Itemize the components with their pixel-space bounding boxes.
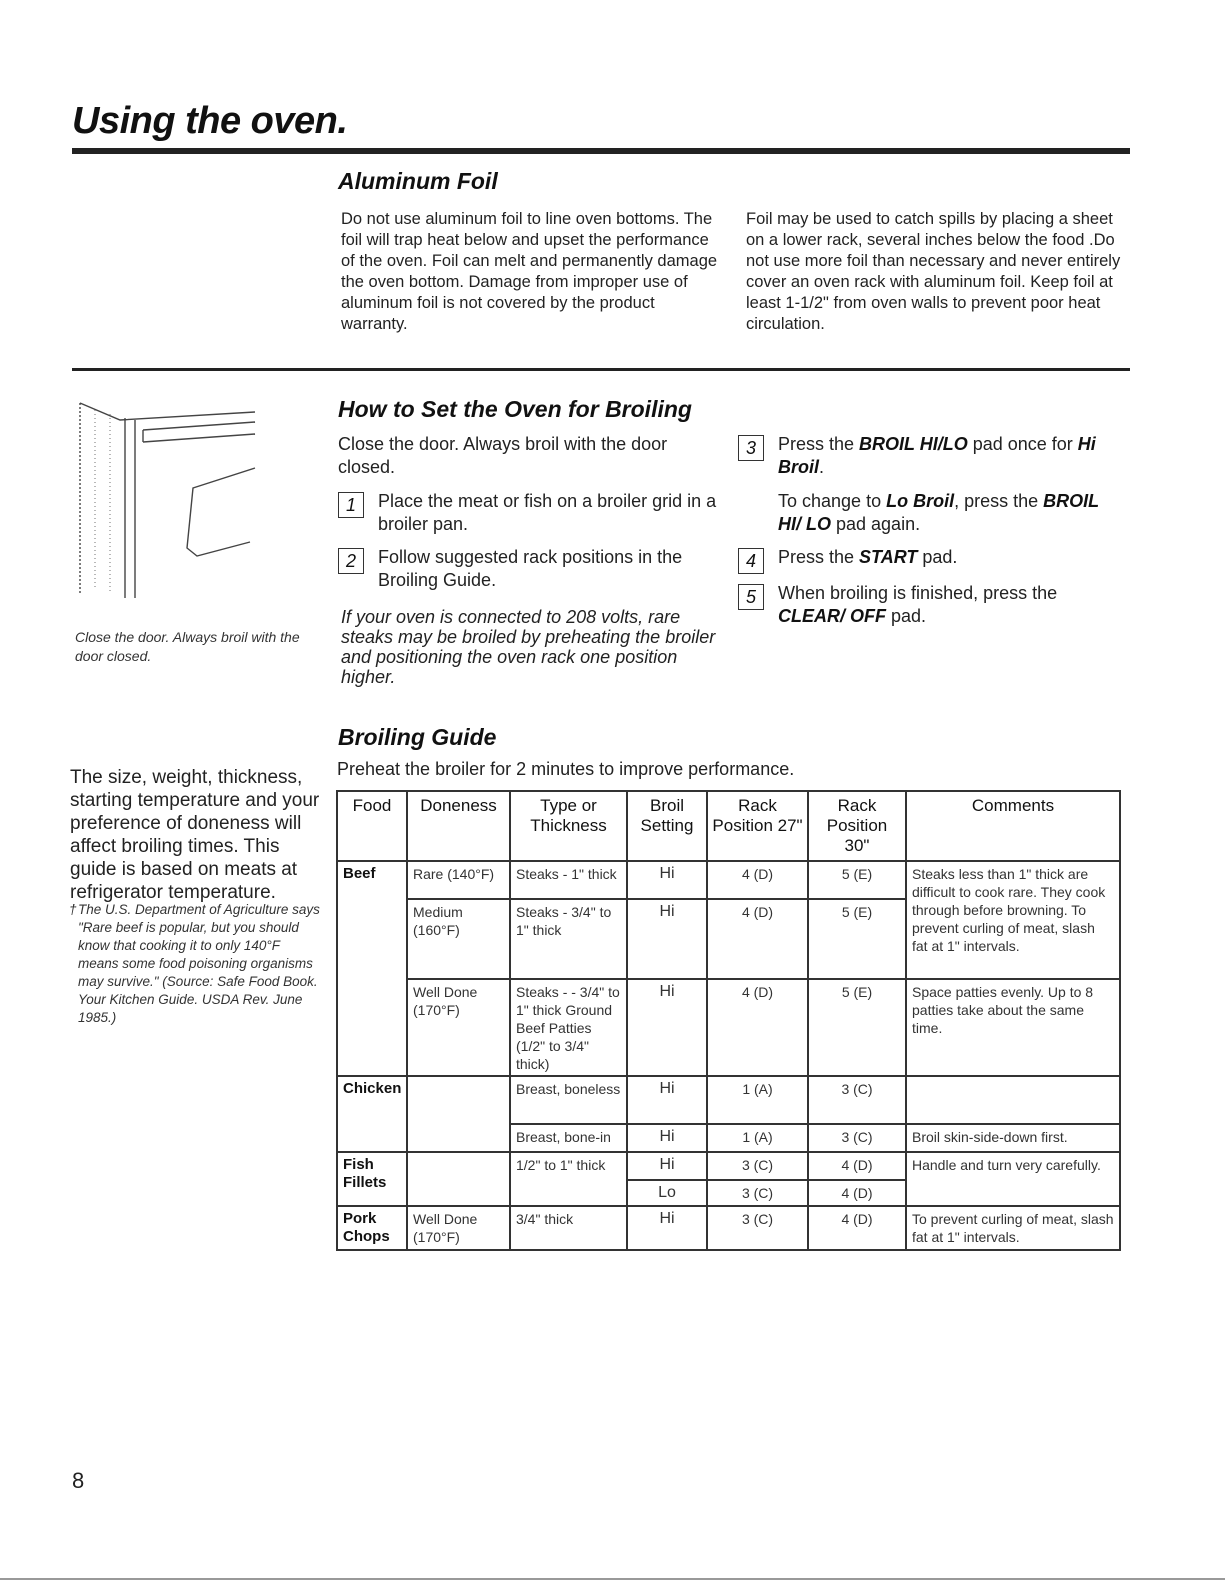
- type-cell: Breast, boneless: [510, 1076, 627, 1124]
- comment-cell: Broil skin-side-down first.: [906, 1124, 1120, 1152]
- type-cell: Steaks - - 3/4" to 1" thick Ground Beef Patties (1/2" to 3/4" thick): [510, 979, 627, 1076]
- rack30-cell: 5 (E): [808, 861, 906, 899]
- setting-cell: Lo: [627, 1180, 707, 1206]
- usda-footnote: † The U.S. Department of Agriculture says "Rare beef is popular, but you should know that cooking it to only 140°F means some food poisoning organisms may survive." (Source: Safe Food Book. Your Kitchen Guide. USDA Rev. June 1985.): [69, 902, 320, 1025]
- doneness-cell: Well Done (170°F): [407, 979, 510, 1076]
- doneness-cell: Medium (160°F): [407, 899, 510, 979]
- type-cell: 1/2" to 1" thick: [510, 1152, 627, 1206]
- rack27-cell: 1 (A): [707, 1124, 808, 1152]
- step-text: When broiling is finished, press the CLEAR/ OFF pad.: [778, 583, 1058, 626]
- column-header: Broil Setting: [627, 791, 707, 861]
- broil-step-1: [338, 490, 718, 536]
- rack30-cell: 5 (E): [808, 899, 906, 979]
- step-text: Press the BROIL HI/LO pad once for Hi Broil.: [778, 434, 1096, 477]
- setting-cell: Hi: [627, 1124, 707, 1152]
- rack30-cell: 3 (C): [808, 1124, 906, 1152]
- step-number: 3: [738, 435, 764, 461]
- comment-cell: Handle and turn very carefully.: [906, 1152, 1120, 1206]
- column-header: Comments: [906, 791, 1120, 861]
- rack30-cell: 4 (D): [808, 1206, 906, 1250]
- doneness-cell: [407, 1076, 510, 1152]
- doneness-cell: Well Done (170°F): [407, 1206, 510, 1250]
- column-header: Food: [337, 791, 407, 861]
- rack27-cell: 4 (D): [707, 979, 808, 1076]
- rack27-cell: 3 (C): [707, 1152, 808, 1180]
- rack27-cell: 4 (D): [707, 899, 808, 979]
- title-rule: [72, 148, 1130, 154]
- aluminum-foil-text-left: Do not use aluminum foil to line oven bottoms. The foil will trap heat below and upset the performance of the oven. Foil can melt and permanently damage the oven bottom. Damage from improper use of aluminum foil is not covered by the product warranty.: [341, 210, 718, 333]
- step-number: 1: [338, 492, 364, 518]
- setting-cell: Hi: [627, 861, 707, 899]
- rack30-cell: 5 (E): [808, 979, 906, 1076]
- step-number: 4: [738, 548, 764, 574]
- broil-step-3-sub: To change to Lo Broil, press the BROIL HI/ LO pad again.: [778, 491, 1099, 534]
- step-text: Press the START pad.: [778, 547, 958, 567]
- broiling-intro: Close the door. Always broil with the door closed.: [338, 434, 668, 477]
- table-row: [337, 979, 1120, 1076]
- column-header: Rack Position 27": [707, 791, 808, 861]
- step-text: Place the meat or fish on a broiler grid in a broiler pan.: [378, 491, 717, 534]
- broil-step-4: [738, 546, 1123, 574]
- setting-cell: Hi: [627, 1152, 707, 1180]
- comment-cell: Steaks less than 1" thick are difficult to cook rare. They cook through before browning. To prevent curling of meat, slash fat at 1" intervals.: [906, 861, 1120, 979]
- type-cell: Steaks - 3/4" to 1" thick: [510, 899, 627, 979]
- aluminum-foil-text-right: Foil may be used to catch spills by placing a sheet on a lower rack, several inches below the food .Do not use more foil than necessary and never entirely cover an oven rack with aluminum foil. Keep foil at least 1-1/2" from oven walls to prevent poor heat circulation.: [746, 210, 1121, 333]
- food-cell: Beef: [337, 861, 407, 1076]
- oven-door-illustration: [75, 398, 275, 608]
- doneness-cell: [407, 1152, 510, 1206]
- column-header: Doneness: [407, 791, 510, 861]
- rack30-cell: 4 (D): [808, 1152, 906, 1180]
- section-rule: [72, 368, 1130, 371]
- column-header: Type or Thickness: [510, 791, 627, 861]
- food-cell: Pork Chops: [337, 1206, 407, 1250]
- guide-side-text: The size, weight, thickness, starting temperature and your preference of doneness will affect broiling times. This guide is based on meats at refrigerator temperature.: [70, 767, 320, 903]
- broiling-guide-intro: Preheat the broiler for 2 minutes to improve performance.: [337, 759, 795, 779]
- aluminum-foil-heading: Aluminum Foil: [338, 168, 498, 194]
- table-header-row: [337, 791, 1120, 861]
- food-cell: Fish Fillets: [337, 1152, 407, 1206]
- table-row: [337, 1076, 1120, 1124]
- illustration-caption: Close the door. Always broil with the door closed.: [75, 629, 300, 664]
- setting-cell: Hi: [627, 1076, 707, 1124]
- setting-cell: Hi: [627, 979, 707, 1076]
- type-cell: 3/4" thick: [510, 1206, 627, 1250]
- page-title: Using the oven.: [72, 100, 348, 142]
- comment-cell: Space patties evenly. Up to 8 patties take about the same time.: [906, 979, 1120, 1076]
- page-number: 8: [72, 1468, 85, 1493]
- rack27-cell: 1 (A): [707, 1076, 808, 1124]
- bottom-rule: [0, 1578, 1225, 1580]
- doneness-cell: Rare (140°F): [407, 861, 510, 899]
- rack27-cell: 3 (C): [707, 1180, 808, 1206]
- rack27-cell: 3 (C): [707, 1206, 808, 1250]
- broiling-guide-table: [336, 790, 1121, 1251]
- column-header: Rack Position 30": [808, 791, 906, 861]
- type-cell: Steaks - 1" thick: [510, 861, 627, 899]
- rack30-cell: 3 (C): [808, 1076, 906, 1124]
- food-cell: Chicken: [337, 1076, 407, 1152]
- comment-cell: [906, 1076, 1120, 1124]
- rack30-cell: 4 (D): [808, 1180, 906, 1206]
- step-number: 5: [738, 584, 764, 610]
- table-row: [337, 861, 1120, 899]
- broiling-guide-heading: Broiling Guide: [338, 724, 497, 750]
- type-cell: Breast, bone-in: [510, 1124, 627, 1152]
- step-text: Follow suggested rack positions in the Broiling Guide.: [378, 547, 683, 590]
- setting-cell: Hi: [627, 1206, 707, 1250]
- table-row: [337, 1152, 1120, 1180]
- table-row: [337, 1206, 1120, 1250]
- broiling-heading: How to Set the Oven for Broiling: [338, 396, 692, 422]
- voltage-note: If your oven is connected to 208 volts, rare steaks may be broiled by preheating the broiler and positioning the oven rack one position higher.: [341, 607, 716, 687]
- comment-cell: To prevent curling of meat, slash fat at 1" intervals.: [906, 1206, 1120, 1250]
- broil-step-2: [338, 546, 718, 592]
- step-number: 2: [338, 548, 364, 574]
- broil-step-5: [738, 582, 1123, 628]
- rack27-cell: 4 (D): [707, 861, 808, 899]
- setting-cell: Hi: [627, 899, 707, 979]
- broil-step-3: [738, 433, 1123, 479]
